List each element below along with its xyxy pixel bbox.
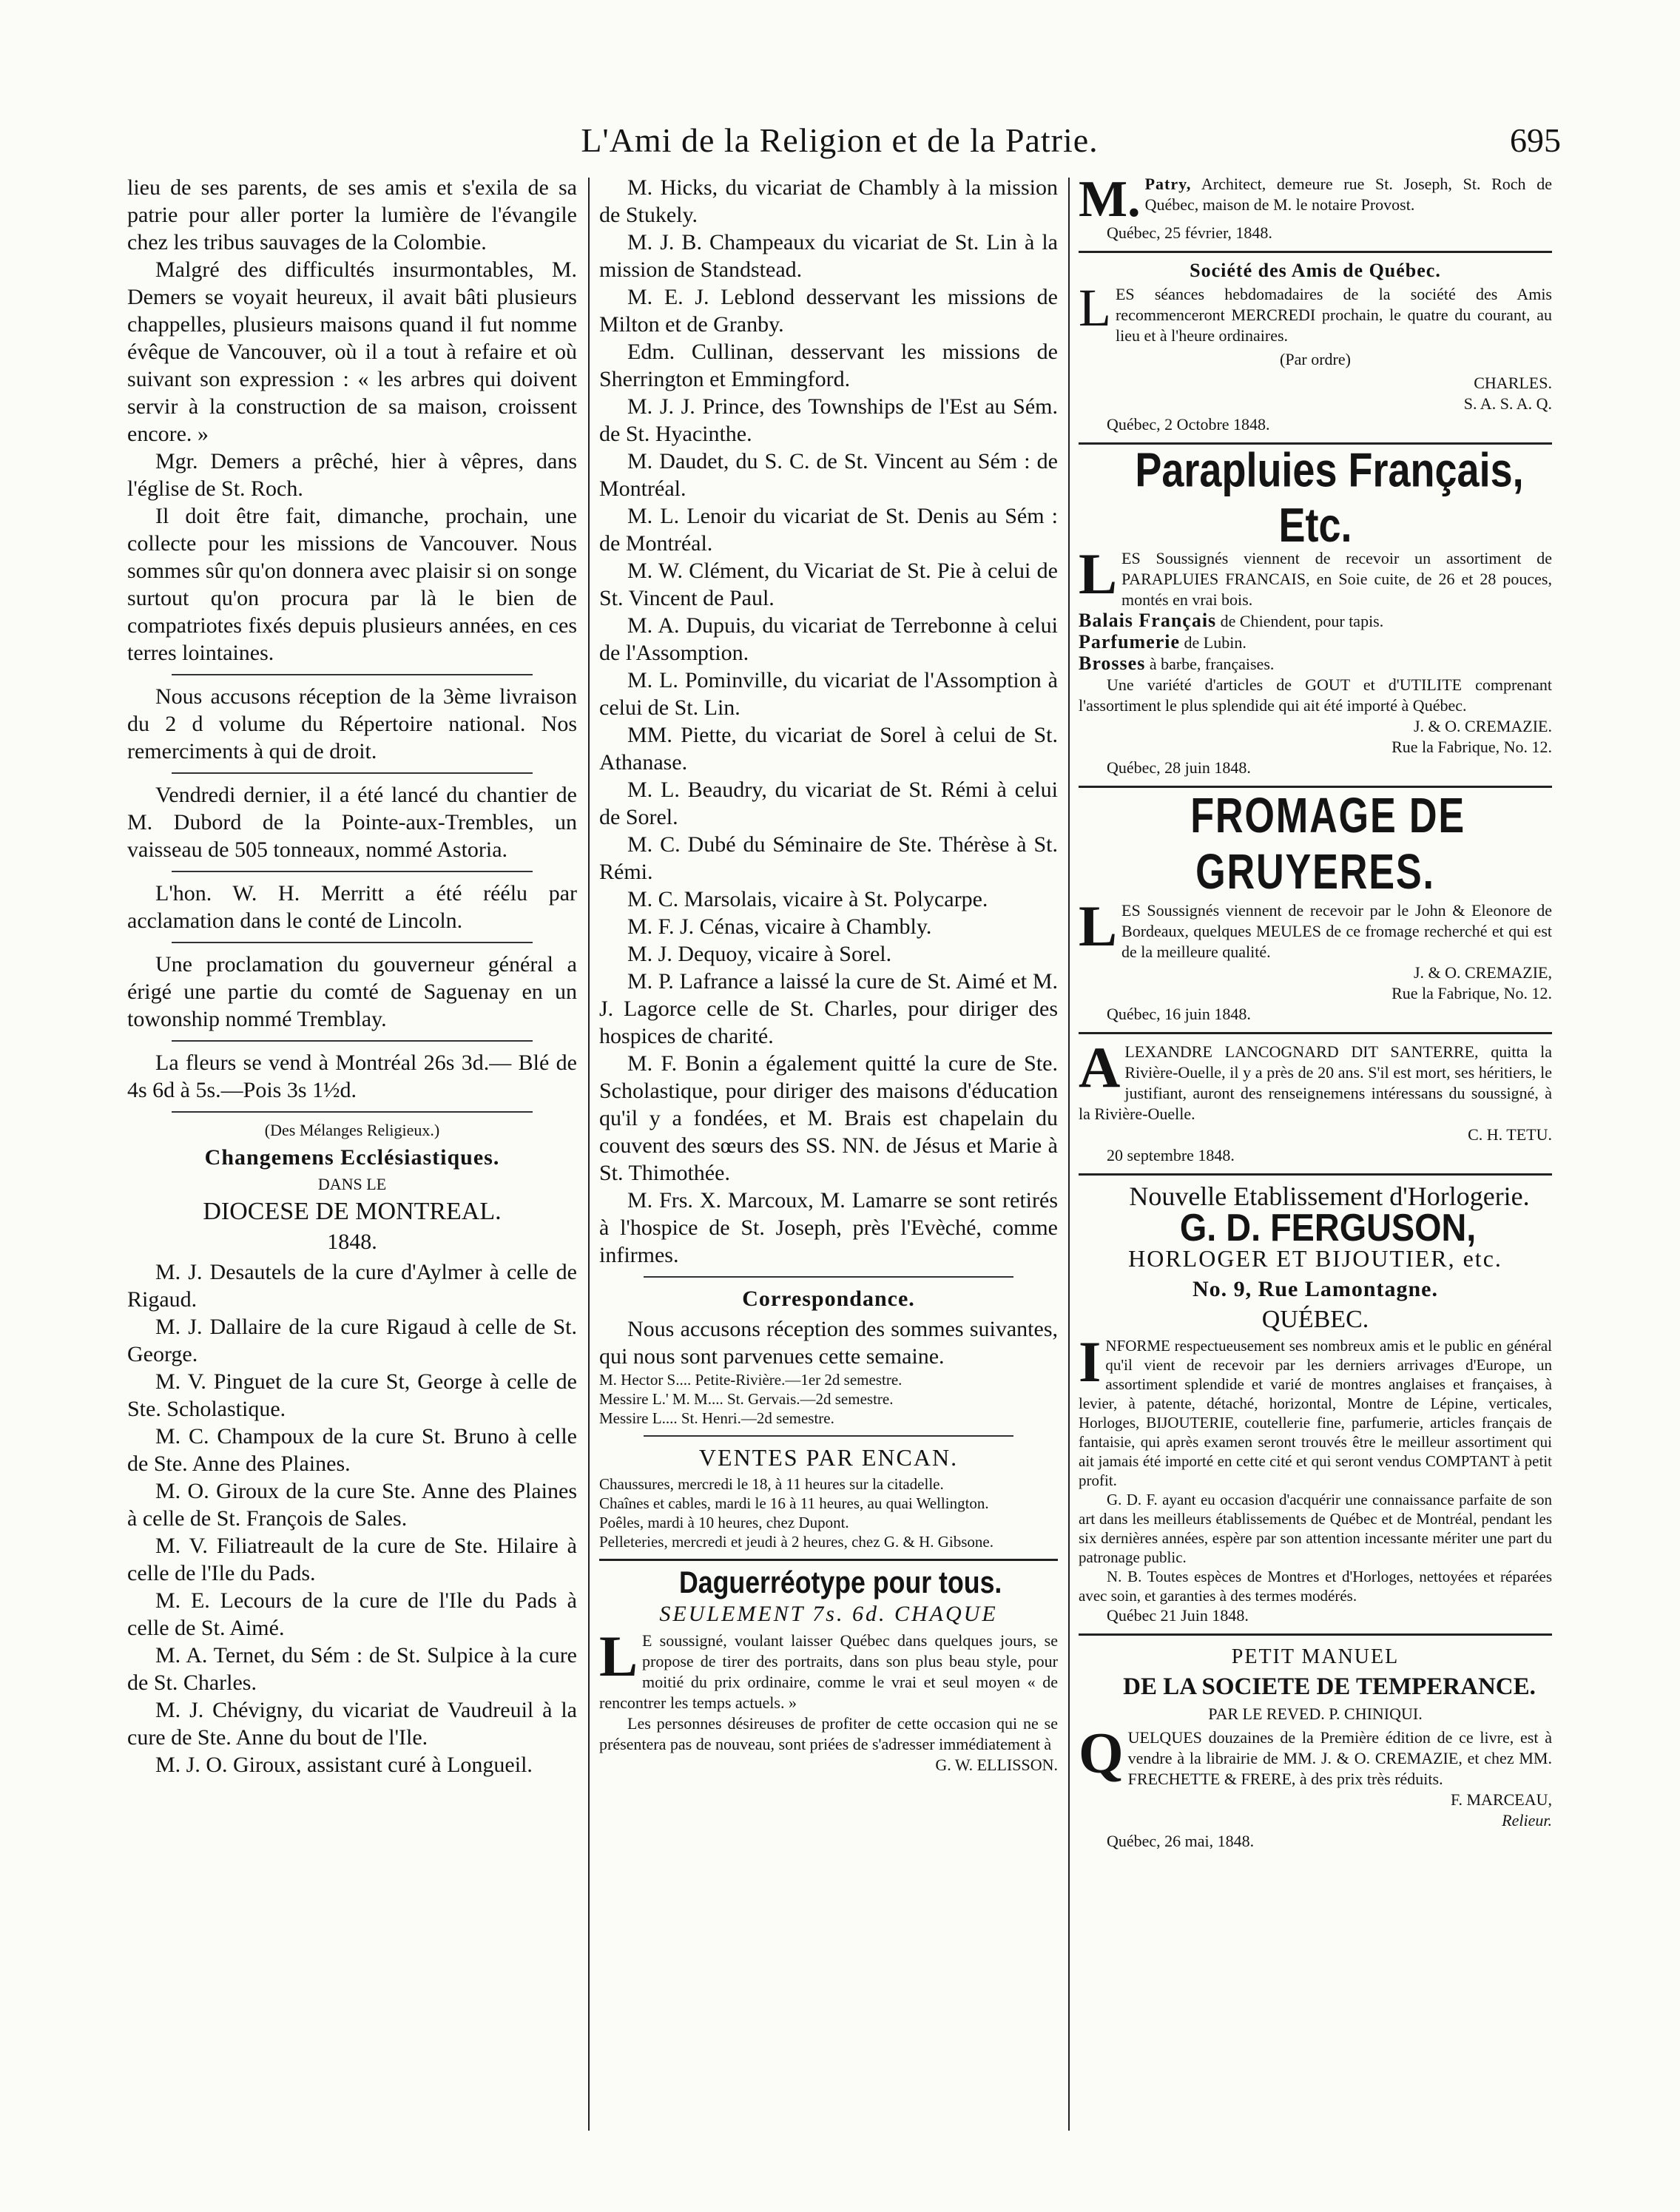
list-item: M. P. Lafrance a laissé la cure de St. Aimé et M. J. Lagorce celle de St. Charles, pour diriger des hospices de charité. [599, 969, 1058, 1048]
divider [1079, 1032, 1552, 1034]
divider [172, 772, 533, 774]
list-item: M. C. Marsolais, vicaire à St. Polycarpe. [627, 887, 988, 911]
divider [172, 871, 533, 872]
article-text: lieu de ses parents, de ses amis et s'exila de sa patrie pour aller porter la lumière de l'évangile chez les tribus sauvages de la Colombie. [127, 175, 577, 254]
list-item: M. V. Filiatreault de la cure de Ste. Hilaire à celle de l'Ile du Pads. [127, 1534, 577, 1585]
fromage-text: ES Soussignés viennent de recevoir par le John & Eleonore de Bordeaux, quelques MEULES de ce fromage recherché et qui est de la meilleure qualité. [1121, 901, 1552, 961]
divider [644, 1276, 1013, 1278]
list-item: MM. Piette, du vicariat de Sorel à celui de St. Athanase. [599, 723, 1058, 775]
patry-name: Patry, [1144, 175, 1192, 193]
daguerreotype-price: SEULEMENT 7s. 6d. CHAQUE [659, 1602, 998, 1626]
patry-initial: M. [1079, 171, 1141, 228]
parfumerie-text: de Lubin. [1184, 633, 1246, 652]
patry-text: Architect, demeure rue St. Joseph, St. Roch de Québec, maison de M. le notaire Provost. [1144, 175, 1552, 214]
cremazie-signature: J. & O. CREMAZIE. [1414, 717, 1552, 735]
temperance-role: Relieur. [1502, 1811, 1552, 1830]
list-item: M. E. Lecours de la cure de l'Ile du Pads à celle de St. Aimé. [127, 1588, 577, 1640]
cremazie-address: Rue la Fabrique, No. 12. [1391, 984, 1552, 1002]
list-item: M. F. J. Cénas, vicaire à Chambly. [627, 914, 932, 939]
list-item: M. A. Dupuis, du vicariat de Terrebonne à celui de l'Assomption. [599, 613, 1058, 665]
ferguson-text: NFORME respectueusement ses nombreux amis et le public en général qu'il vient de recevoir par les derniers arrivages d'Europe, un assortiment splendide et varié de montres anglaises et françaises, à levier, à patente, détaché, horizontal, Montre de Lépine, verticales, Horloges, BIJOUTERIE, coutellerie fine, parfumerie, articles français de fantaisie, qui après examen seront trouvés être le meilleur assortiment qui ait jamais été importé en cette cité et qui seront vendus COMPTANT à petit profit. [1079, 1337, 1552, 1489]
subheading: DANS LE [317, 1175, 387, 1193]
dropcap-letter: I [1079, 1329, 1102, 1394]
year-heading: 1848. [327, 1230, 377, 1254]
ferguson-name: G. D. FERGUSON, [1179, 1207, 1477, 1250]
list-item: M. J. Dallaire de la cure Rigaud à celle de St. George. [127, 1315, 577, 1366]
dropcap-letter: L [1079, 542, 1118, 606]
correspondance-text: Nous accusons réception des sommes suivantes, qui nous sont parvenues cette semaine. [599, 1317, 1058, 1369]
article-text: Mgr. Demers a prêché, hier à vêpres, dans l'église de St. Roch. [127, 449, 577, 501]
cremazie-date: Québec, 16 juin 1848. [1107, 1005, 1251, 1023]
ferguson-trade: HORLOGER ET BIJOUTIER, etc. [1128, 1245, 1502, 1272]
correspondance-heading: Correspondance. [742, 1287, 915, 1311]
list-item: M. Hicks, du vicariat de Chambly à la mission de Stukely. [599, 175, 1058, 227]
source-note: (Des Mélanges Religieux.) [264, 1121, 440, 1139]
list-item: M. Frs. X. Marcoux, M. Lamarre se sont retirés à l'hospice de St. Joseph, près l'Evèché, comme infirmes. [599, 1188, 1058, 1267]
section-heading: Changemens Ecclésiastiques. [204, 1145, 500, 1170]
divider [644, 1435, 1013, 1437]
list-item: M. L. Lenoir du vicariat de St. Denis au Sém : de Montréal. [599, 504, 1058, 556]
column-2 [599, 174, 1058, 1776]
list-item: M. C. Dubé du Séminaire de Ste. Thérèse à St. Rémi. [599, 832, 1058, 884]
dropcap-letter: L [1079, 894, 1118, 958]
temperance-date: Québec, 26 mai, 1848. [1107, 1832, 1255, 1850]
parapluies-text: ES Soussignés viennent de recevoir un assortiment de PARAPLUIES FRANCAIS, en Soie cuite, de 26 et 28 pouces, montés en vrai bois. [1121, 549, 1552, 609]
news-item: Vendredi dernier, il a été lancé du chantier de M. Dubord de la Pointe-aux-Trembles, un vaisseau de 505 tonneaux, nommé Astoria. [127, 783, 577, 862]
cremazie-address: Rue la Fabrique, No. 12. [1391, 738, 1552, 756]
list-item: M. A. Ternet, du Sém : de St. Sulpice à la cure de St. Charles. [127, 1643, 577, 1695]
societe-heading: Société des Amis de Québec. [1190, 260, 1441, 281]
societe-order: (Par ordre) [1280, 350, 1351, 368]
parapluies-heading: Parapluies Français, Etc. [1135, 443, 1524, 553]
balais-text: de Chiendent, pour tapis. [1220, 612, 1384, 630]
daguerreotype-text: E soussigné, voulant laisser Québec dans quelques jours, se propose de tirer des portraits, dans son plus beau style, pour moitié du prix ordinaire, comme le vrai et seul moyen « de rencontrer les temps actuels. » [599, 1631, 1058, 1712]
list-item: M. J. B. Champeaux du vicariat de St. Lin à la mission de Standstead. [599, 230, 1058, 282]
list-item: Edm. Cullinan, desservant les missions de Sherrington et Emmingford. [599, 340, 1058, 391]
lancognard-signature: C. H. TETU. [1468, 1125, 1552, 1144]
dropcap-letter: L [599, 1624, 638, 1688]
list-item: M. J. J. Prince, des Townships de l'Est au Sém. de St. Hyacinthe. [599, 394, 1058, 446]
fromage-heading: FROMAGE DE GRUYERES. [1190, 788, 1466, 900]
list-item: M. L. Pominville, du vicariat de l'Assomption à celui de St. Lin. [599, 668, 1058, 720]
horlogerie-heading: Nouvelle Etablissement d'Horlogerie. [1129, 1181, 1530, 1211]
variete-text: Une variété d'articles de GOUT et d'UTILITE comprenant l'assortiment le plus splendide qui ait été importé à Québec. [1079, 675, 1552, 715]
temperance-heading: DE LA SOCIETE DE TEMPERANCE. [1123, 1673, 1536, 1700]
daguerreotype-heading: Daguerréotype pour tous. [678, 1565, 1002, 1599]
news-item: L'hon. W. H. Merritt a été réélu par acclamation dans le conté de Lincoln. [127, 881, 577, 933]
ferguson-address: No. 9, Rue Lamontagne. [1192, 1277, 1438, 1301]
running-title: L'Ami de la Religion et de la Patrie. [581, 121, 1099, 159]
temperance-text: UELQUES douzaines de la Première édition de ce livre, est à vendre à la librairie de MM. J. & O. CREMAZIE, et chez MM. FRECHETTE & FRERE, à des prix très réduits. [1127, 1728, 1552, 1788]
list-item: M. J. Chévigny, du vicariat de Vaudreuil à la cure de Ste. Anne du bout de l'Ile. [127, 1698, 577, 1750]
vente-item: Chaînes et cables, mardi le 16 à 11 heures, au quai Wellington. [599, 1494, 989, 1512]
dropcap-letter: Q [1079, 1721, 1124, 1785]
cremazie-signature: J. & O. CREMAZIE, [1414, 963, 1552, 982]
divider [172, 674, 533, 675]
news-item: Nous accusons réception de la 3ème livraison du 2 d volume du Répertoire national. Nos remerciments à qui de droit. [127, 684, 577, 763]
list-item: M. J. Desautels de la cure d'Aylmer à celle de Rigaud. [127, 1260, 577, 1312]
patry-date: Québec, 25 février, 1848. [1107, 223, 1272, 242]
daguerreotype-signature: G. W. ELLISSON. [935, 1756, 1058, 1774]
balais-label: Balais Français [1079, 610, 1217, 631]
dropcap-letter: A [1079, 1035, 1121, 1099]
column-1 [127, 174, 577, 1778]
divider [172, 1040, 533, 1042]
temperance-signature: F. MARCEAU, [1451, 1790, 1552, 1809]
ferguson-text-2: G. D. F. ayant eu occasion d'acquérir une connaissance parfaite de son art dans les meilleurs établissements de Québec et de Montréal, pendant les six dernières années, espère par son attention incessante mériter une part du patronage public. [1079, 1491, 1552, 1566]
list-item: M. Daudet, du S. C. de St. Vincent au Sém : de Montréal. [599, 449, 1058, 501]
column-divider-1 [588, 178, 590, 2131]
news-item: Une proclamation du gouverneur général a érigé une partie du comté de Saguenay en un towonship nommé Tremblay. [127, 952, 577, 1031]
societe-signature-2: S. A. S. A. Q. [1463, 394, 1552, 413]
list-item: M. E. J. Leblond desservant les missions de Milton et de Granby. [599, 285, 1058, 337]
article-text: Il doit être fait, dimanche, prochain, une collecte pour les missions de Vancouver. Nous sommes sûr qu'on donnera avec plaisir si on songe surtout qu'on procura par là le bien de compatriotes fixés depuis plusieurs années, en ces terres lointaines. [127, 504, 577, 665]
correspondance-line: Messire L.... St. Henri.—2d semestre. [599, 1409, 834, 1427]
page-header [118, 107, 1561, 174]
brosses-label: Brosses [1079, 653, 1146, 674]
list-item: M. F. Bonin a également quitté la cure de Ste. Scholastique, pour diriger des maisons d'éducation qu'il y a fondées, et M. Brais est chapelain du couvent des sœurs des SS. NN. de Jésus et Marie à St. Thimothée. [599, 1051, 1058, 1185]
manuel-heading: PETIT MANUEL [1231, 1645, 1400, 1668]
societe-date: Québec, 2 Octobre 1848. [1107, 415, 1270, 434]
divider [172, 942, 533, 943]
correspondance-line: M. Hector S.... Petite-Rivière.—1er 2d semestre. [599, 1371, 903, 1389]
list-item: M. C. Champoux de la cure St. Bruno à celle de Ste. Anne des Plaines. [127, 1424, 577, 1476]
list-item: M. V. Pinguet de la cure St, George à celle de Ste. Scholastique. [127, 1369, 577, 1421]
daguerreotype-text-2: Les personnes désireuses de profiter de cette occasion qui ne se présentera pas de nouveau, sont priées de s'adresser immédiatement à [599, 1714, 1058, 1753]
column-3 [1079, 171, 1552, 1852]
page-number: 695 [1510, 121, 1561, 159]
temperance-author: PAR LE REVED. P. CHINIQUI. [1208, 1704, 1423, 1723]
societe-text: ES séances hebdomadaires de la société des Amis recommenceront MERCREDI prochain, le quatre du courant, au lieu et à l'heure ordinaires. [1115, 285, 1552, 345]
column-divider-2 [1068, 178, 1070, 2131]
lancognard-text: LEXANDRE LANCOGNARD DIT SANTERRE, quitta la Rivière-Ouelle, il y a près de 20 ans. S'il est mort, ses héritiers, le justifiant, auront des renseignemens intéressans du soussigné, à la Rivière-Ouelle. [1079, 1042, 1552, 1123]
list-item: M. O. Giroux de la cure Ste. Anne des Plaines à celle de St. François de Sales. [127, 1479, 577, 1531]
divider [599, 1559, 1058, 1561]
ferguson-date: Québec 21 Juin 1848. [1107, 1606, 1249, 1625]
divider [1079, 1633, 1552, 1636]
vente-item: Poêles, mardi à 10 heures, chez Dupont. [599, 1514, 849, 1531]
divider [1079, 251, 1552, 253]
ferguson-nb: N. B. Toutes espèces de Montres et d'Horloges, nettoyées et réparées avec soin, et garanties à des termes modérés. [1079, 1568, 1552, 1605]
ferguson-city: QUÉBEC. [1261, 1306, 1369, 1333]
correspondance-line: Messire L.' M. M.... St. Gervais.—2d semestre. [599, 1390, 894, 1408]
article-text: Malgré des difficultés insurmontables, M. Demers se voyait heureux, il avait bâti plusieurs chappelles, plusieurs maisons quand il fut nomme évêque de Vancouver, où il a tout à refaire et où suivant son expression : « les arbres qui doivent servir à la construction de sa maison, croissent encore. » [127, 257, 577, 446]
parfumerie-label: Parfumerie [1079, 631, 1181, 653]
list-item: M. W. Clément, du Vicariat de St. Pie à celui de St. Vincent de Paul. [599, 559, 1058, 610]
list-item: M. J. O. Giroux, assistant curé à Longueil. [155, 1753, 533, 1777]
vente-item: Pelleteries, mercredi et jeudi à 2 heures, chez G. & H. Gibsone. [599, 1533, 994, 1551]
dropcap-letter: L [1079, 278, 1111, 337]
news-item: La fleurs se vend à Montréal 26s 3d.— Blé de 4s 6d à 5s.—Pois 3s 1½d. [127, 1051, 577, 1102]
lancognard-date: 20 septembre 1848. [1107, 1146, 1235, 1164]
list-item: M. L. Beaudry, du vicariat de St. Rémi à celui de Sorel. [599, 778, 1058, 829]
diocese-heading: DIOCESE DE MONTREAL. [203, 1198, 502, 1225]
ventes-heading: VENTES PAR ENCAN. [698, 1444, 959, 1471]
cremazie-date: Québec, 28 juin 1848. [1107, 758, 1251, 777]
vente-item: Chaussures, mercredi le 18, à 11 heures sur la citadelle. [599, 1475, 944, 1493]
divider [1079, 1173, 1552, 1176]
societe-signature: CHARLES. [1474, 374, 1552, 392]
brosses-text: à barbe, françaises. [1149, 655, 1275, 673]
divider [172, 1111, 533, 1113]
list-item: M. J. Dequoy, vicaire à Sorel. [627, 942, 892, 966]
